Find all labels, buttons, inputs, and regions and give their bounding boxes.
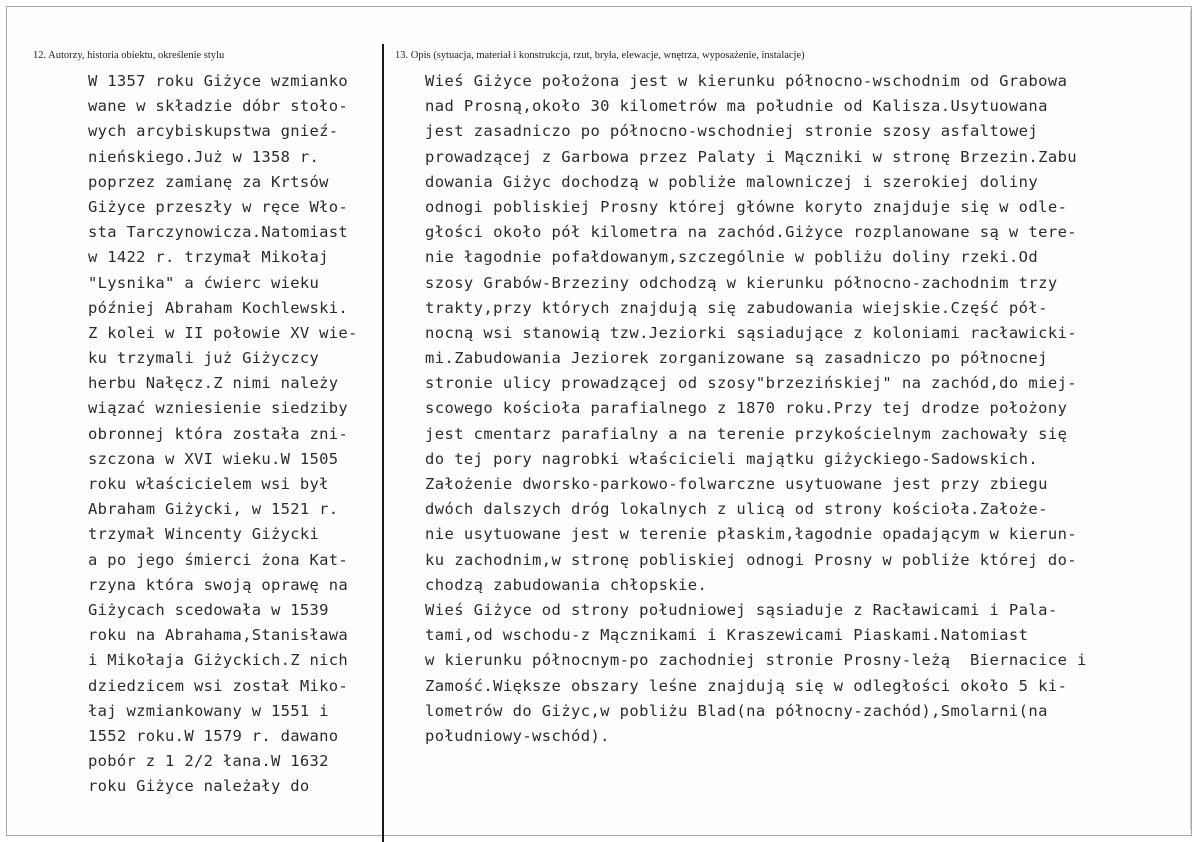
history-text-line: łaj wzmiankowany w 1551 i [88,701,329,720]
history-text-line: "Lysnika" a ćwierc wieku [88,273,320,292]
history-text-line: sta Tarczynowicza.Natomiast [88,223,349,242]
history-text-line: wane w składzie dóbr stoło- [88,97,349,116]
description-text-line: nad Prosną,około 30 kilometrów ma południe od Kalisza.Usytuowana [425,97,1048,116]
history-text-line: roku właścicielem wsi był [88,475,329,493]
column-divider [382,44,384,842]
description-text-line: tami,od wschodu-z Mącznikami i Kraszewicami Piaskami.Natomiast [425,626,1029,645]
history-text-line: herbu Nałęcz.Z nimi należy [88,374,339,393]
description-text-line: lometrów do Giżyc,w pobliżu Blad(na północny-zachód),Smolarni(na [425,701,1048,720]
history-text-line: obronnej która została zni- [88,424,349,443]
section-13-header: 13. Opis (sytuacja, materiał i konstrukcja, rzut, bryła, elewacje, wnętrza, wyposażenie, instalacje) [395,50,805,61]
description-text-line: głości około pół kilometra na zachód.Giżyce rozplanowane są w tere- [425,223,1078,242]
history-text-line: poprzez zamianę za Krtsów [88,172,329,191]
history-text-line: Abraham Giżycki, w 1521 r. [88,500,339,519]
history-text-column [88,69,378,799]
history-text-line: Giżyce przeszły w ręce Wło- [88,197,349,216]
history-text-line: 1552 roku.W 1579 r. dawano [88,726,339,745]
description-text-line: Zamość.Większe obszary leśne znajdują się w odległości około 5 ki- [425,676,1068,695]
description-text-line: mi.Zabudowania Jeziorek zorganizowane są zasadniczo po północnej [425,349,1048,368]
history-text-line: trzymał Wincenty Giżycki [88,525,320,544]
description-text-line: Wieś Giżyce od strony południowej sąsiaduje z Racławicami i Pala- [425,600,1058,619]
description-text-line: odnogi pobliskiej Prosny której główne koryto znajduje się w odle- [425,197,1068,216]
history-text-line: W 1357 roku Giżyce wzmianko [88,72,349,90]
description-text-line: scowego kościoła parafialnego z 1870 roku.Przy tej drodze położony [425,399,1068,418]
description-text-line: do tej pory nagrobki właścicieli majątku giżyckiego-Sadowskich. [425,449,1039,468]
description-text-line: nie usytuowane jest w terenie płaskim,łagodnie opadającym w kierun- [425,525,1078,544]
description-text-line: dwóch dalszych dróg lokalnych z ulicą od strony kościoła.Założe- [425,500,1048,519]
description-text-line: dowania Giżyc dochodzą w pobliże malowniczej i szerokiej doliny [425,172,1039,191]
history-text-line: a po jego śmierci żona Kat- [88,550,349,569]
history-text-line: wiązać wzniesienie siedziby [88,399,349,418]
history-text-line: wych arcybiskupstwa gnieź- [88,122,339,141]
history-text-line: rzyna która swoją oprawę na [88,575,349,594]
history-text-line: ku trzymali już Giżyczcy [88,349,320,368]
description-text-line: w kierunku północnym-po zachodniej stronie Prosny-leżą Biernacice i [425,651,1087,670]
page-edge [1187,10,1191,830]
description-text-column [425,69,1165,749]
history-text-line: później Abraham Kochlewski. [88,298,349,317]
history-text-line: roku na Abrahama,Stanisława [88,626,349,645]
section-12-header: 12. Autorzy, historia obiektu, określenie stylu [33,50,225,61]
description-text-line: nocną wsi stanowią tzw.Jeziorki sąsiadujące z koloniami racławicki- [425,323,1078,342]
history-text-line: Giżycach scedowała w 1539 [88,600,329,619]
history-text-line: i Mikołaja Giżyckich.Z nich [88,651,349,670]
description-text-line: stronie ulicy prowadzącej od szosy"brzezińskiej" na zachód,do miej- [425,374,1078,393]
history-text-line: dziedzicem wsi został Miko- [88,676,349,695]
history-text-line: szczona w XVI wieku.W 1505 [88,449,339,468]
description-text-line: Założenie dworsko-parkowo-folwarczne usytuowane jest przy zbiegu [425,475,1048,493]
description-text-line: jest cmentarz parafialny a na terenie przykościelnym zachowały się [425,424,1068,443]
description-text-line: nie łagodnie pofałdowanym,szczególnie w pobliżu doliny rzeki.Od [425,248,1039,267]
description-text-line: chodzą zabudowania chłopskie. [425,575,708,594]
description-text-line: południowy-wschód). [425,726,610,745]
description-text-line: jest zasadniczo po północno-wschodniej stronie szosy asfaltowej [425,122,1039,141]
history-text-line: pobór z 1 2/2 łana.W 1632 [88,752,329,771]
description-text-line: trakty,przy których znajdują się zabudowania wiejskie.Część pół- [425,298,1048,317]
description-text-line: Wieś Giżyce położona jest w kierunku północno-wschodnim od Grabowa [425,72,1068,90]
history-text-line: w 1422 r. trzymał Mikołaj [88,248,329,267]
description-text-line: prowadzącej z Garbowa przez Palaty i Mączniki w stronę Brzezin.Zabu [425,147,1078,166]
history-text-line: roku Giżyce należały do [88,777,310,796]
history-text-line: Z kolei w II połowie XV wie- [88,323,358,342]
description-text-line: szosy Grabów-Brzeziny odchodzą w kierunku północno-zachodnim trzy [425,273,1058,292]
description-text-line: ku zachodnim,w stronę pobliskiej odnogi Prosny w pobliże której do- [425,550,1078,569]
history-text-line: nieńskiego.Już w 1358 r. [88,147,320,166]
